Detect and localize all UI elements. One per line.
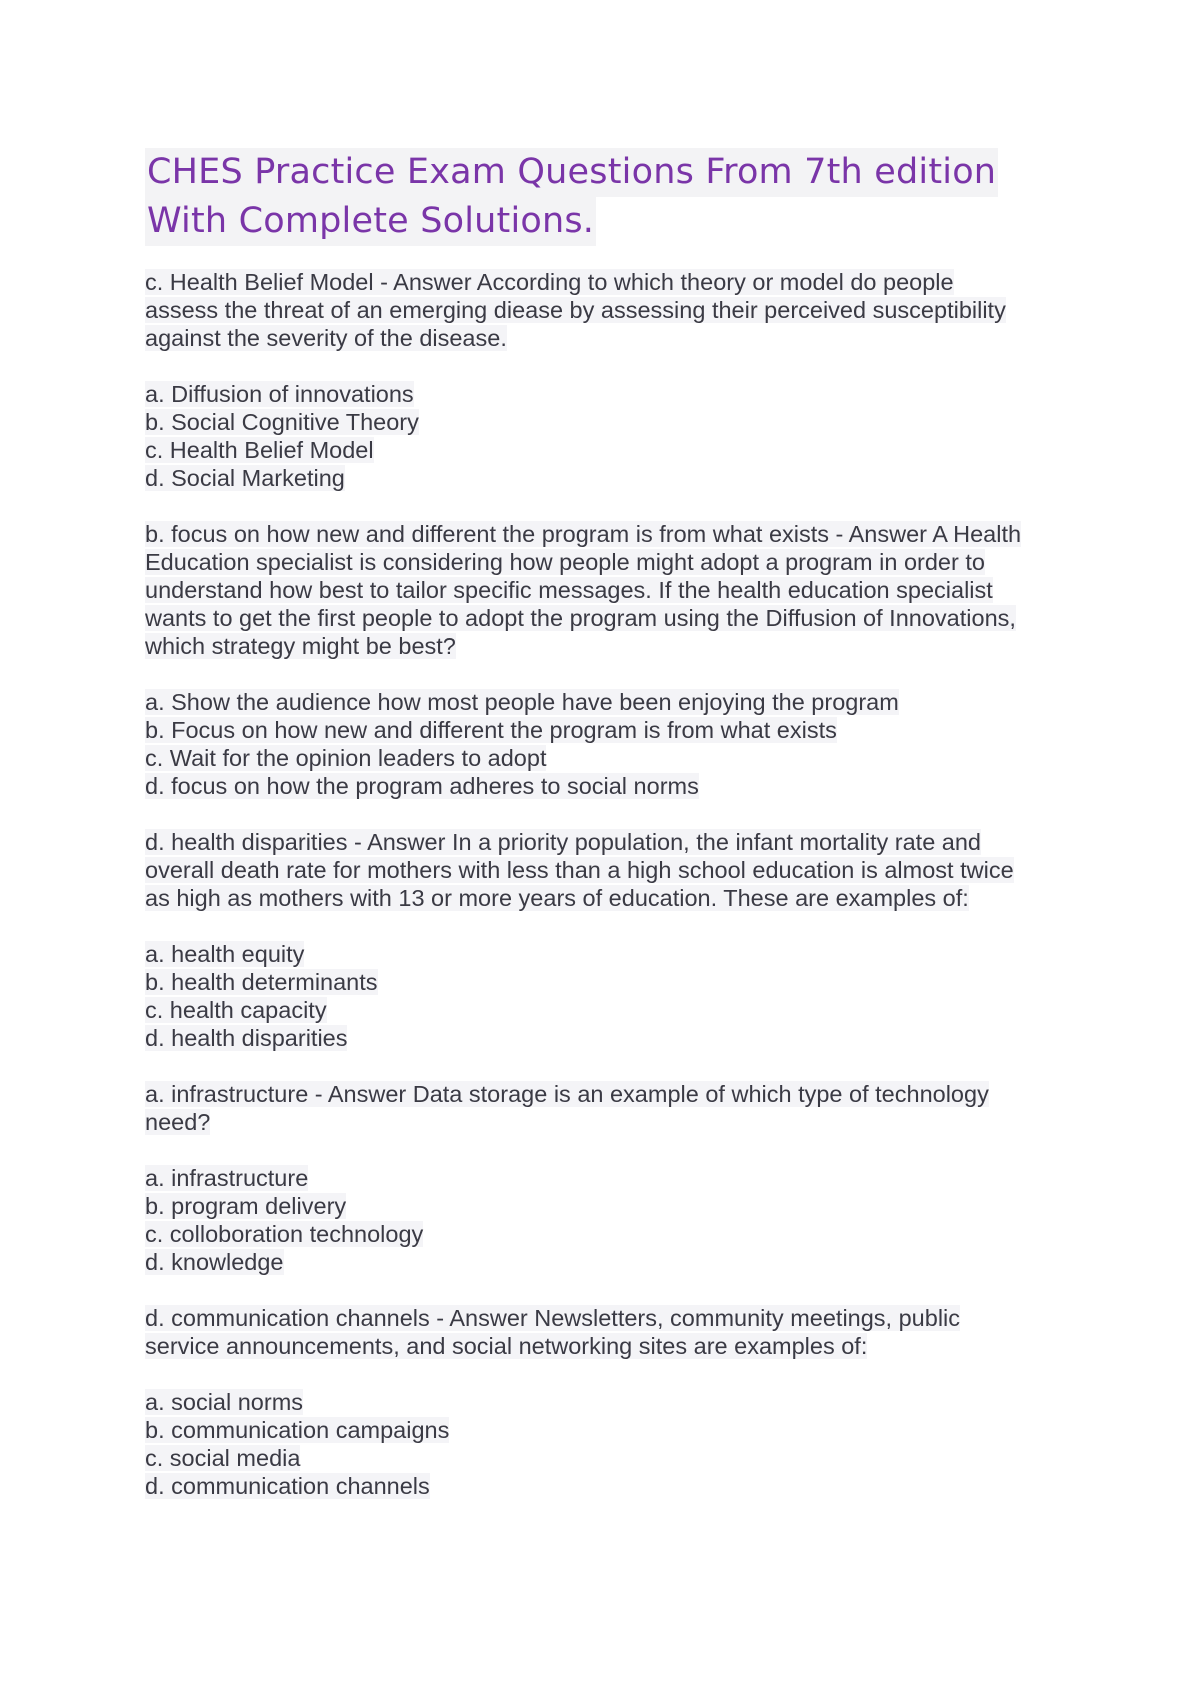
option-item: b. communication campaigns <box>145 1417 450 1443</box>
option-item: d. knowledge <box>145 1249 284 1275</box>
question-block-2 <box>145 520 1065 660</box>
options-list-4 <box>145 1164 1065 1276</box>
question-text-line: Education specialist is considering how people might adopt a program in order to <box>145 549 985 575</box>
option-item: b. program delivery <box>145 1193 347 1219</box>
question-text-line: d. health disparities - Answer In a priority population, the infant mortality rate and <box>145 829 982 855</box>
option-item: a. health equity <box>145 941 305 967</box>
option-item: d. health disparities <box>145 1025 348 1051</box>
option-item: a. infrastructure <box>145 1165 309 1191</box>
question-text-line: need? <box>145 1109 211 1135</box>
option-item: c. colloboration technology <box>145 1221 424 1247</box>
question-block-5 <box>145 1304 1065 1360</box>
document-body <box>145 148 1065 1528</box>
option-item: b. health determinants <box>145 969 378 995</box>
options-list-1 <box>145 380 1065 492</box>
title-line-1: CHES Practice Exam Questions From 7th edition <box>145 148 998 197</box>
option-item: c. health capacity <box>145 997 327 1023</box>
option-item: b. Social Cognitive Theory <box>145 409 419 435</box>
option-item: b. Focus on how new and different the program is from what exists <box>145 717 837 743</box>
question-text-line: against the severity of the disease. <box>145 325 507 351</box>
question-text-line: wants to get the first people to adopt the program using the Diffusion of Innovations, <box>145 605 1016 631</box>
options-list-2 <box>145 688 1065 800</box>
question-text-line: d. communication channels - Answer Newsletters, community meetings, public <box>145 1305 961 1331</box>
question-text-line: understand how best to tailor specific messages. If the health education specialist <box>145 577 993 603</box>
question-block-4 <box>145 1080 1065 1136</box>
page-title <box>145 148 1065 246</box>
option-item: d. Social Marketing <box>145 465 345 491</box>
question-text-line: overall death rate for mothers with less than a high school education is almost twice <box>145 857 1014 883</box>
question-text-line: assess the threat of an emerging diease by assessing their perceived susceptibility <box>145 297 1006 323</box>
question-text-line: service announcements, and social networking sites are examples of: <box>145 1333 868 1359</box>
option-item: a. Show the audience how most people have been enjoying the program <box>145 689 899 715</box>
options-list-5 <box>145 1388 1065 1500</box>
question-text-line: which strategy might be best? <box>145 633 456 659</box>
question-text-line: a. infrastructure - Answer Data storage is an example of which type of technology <box>145 1081 989 1107</box>
option-item: d. communication channels <box>145 1473 430 1499</box>
title-line-2: With Complete Solutions. <box>145 197 596 246</box>
question-block-3 <box>145 828 1065 912</box>
question-block-1 <box>145 268 1065 352</box>
option-item: c. Health Belief Model <box>145 437 374 463</box>
option-item: a. social norms <box>145 1389 304 1415</box>
options-list-3 <box>145 940 1065 1052</box>
question-text-line: c. Health Belief Model - Answer According to which theory or model do people <box>145 269 954 295</box>
question-text-line: b. focus on how new and different the program is from what exists - Answer A Health <box>145 521 1022 547</box>
option-item: c. Wait for the opinion leaders to adopt <box>145 745 547 771</box>
option-item: a. Diffusion of innovations <box>145 381 414 407</box>
option-item: d. focus on how the program adheres to social norms <box>145 773 699 799</box>
question-text-line: as high as mothers with 13 or more years of education. These are examples of: <box>145 885 969 911</box>
option-item: c. social media <box>145 1445 301 1471</box>
